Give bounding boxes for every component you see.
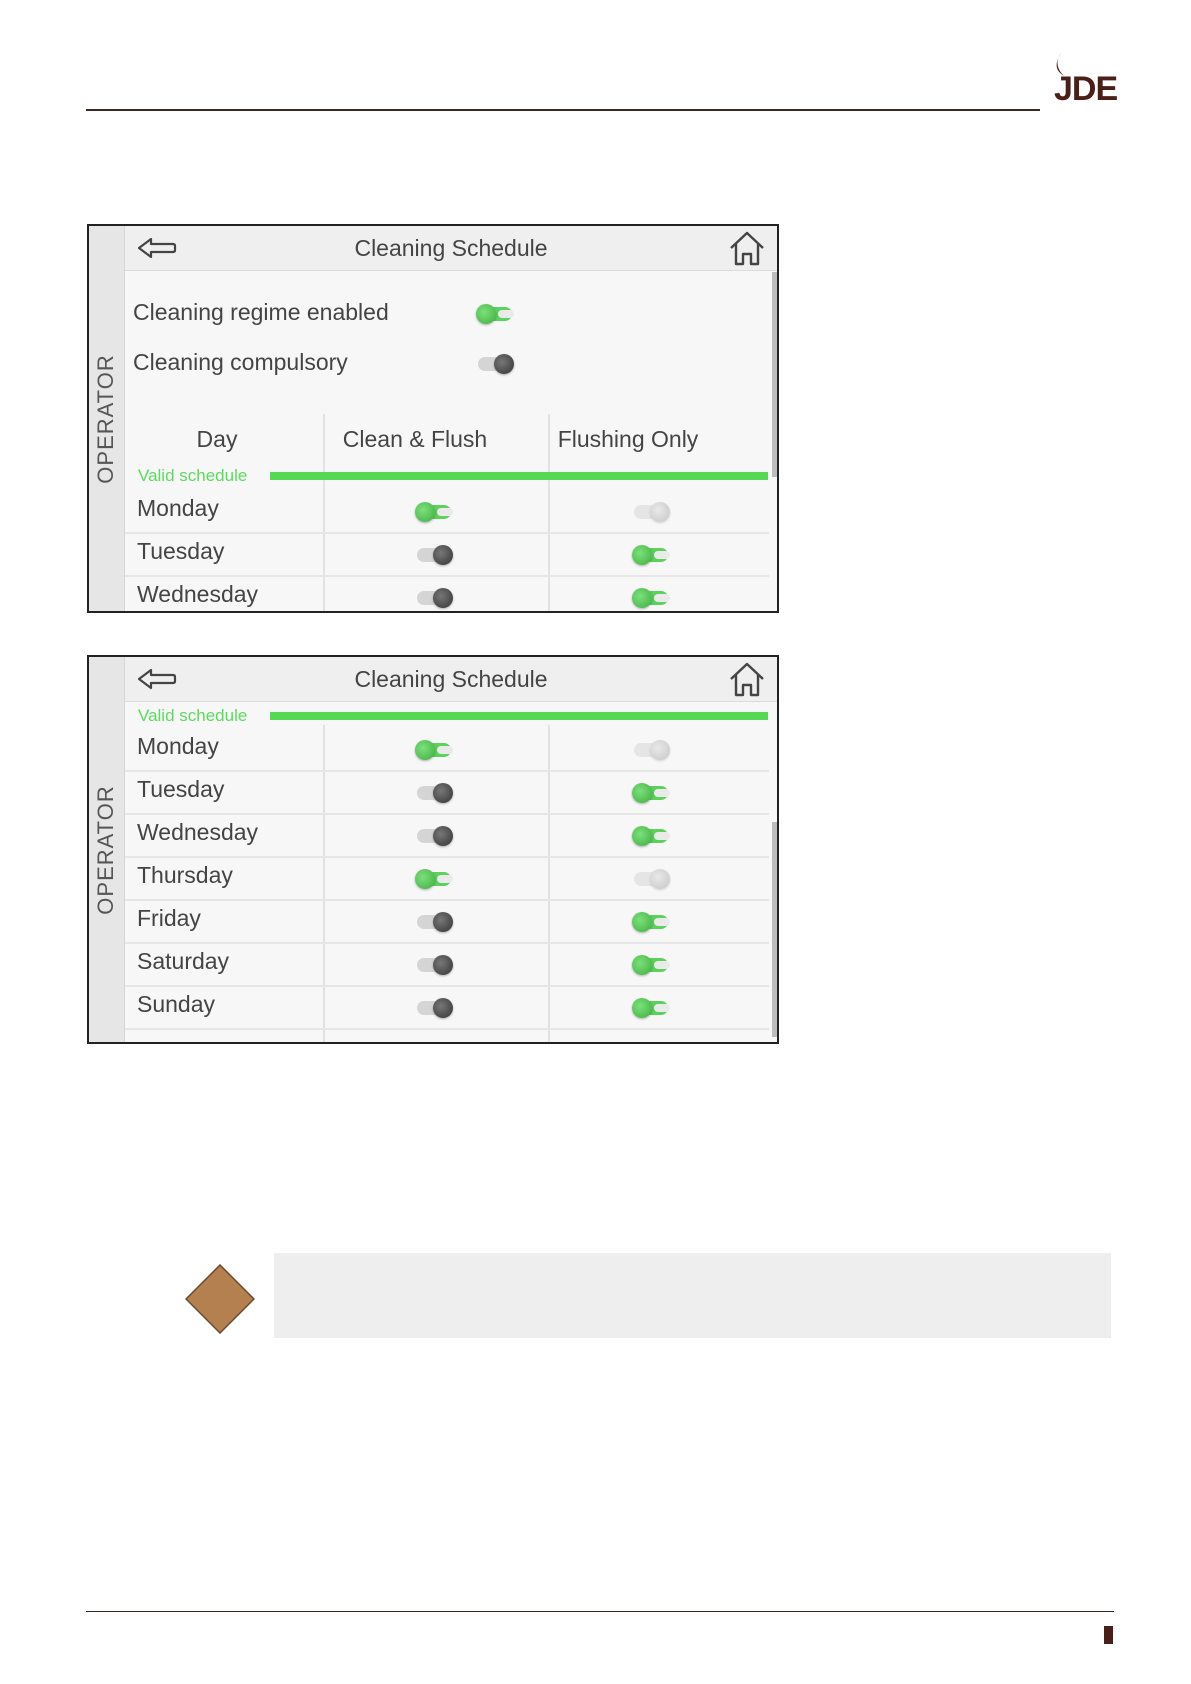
operator-sidebar bbox=[89, 226, 125, 611]
monday-flushing-only-toggle[interactable] bbox=[632, 740, 670, 760]
col-clean-flush: Clean & Flush bbox=[342, 426, 488, 452]
day-label: Wednesday bbox=[137, 581, 259, 607]
cleaning-regime-label: Cleaning regime enabled bbox=[133, 299, 389, 325]
day-label: Friday bbox=[137, 905, 201, 931]
screen-topbar bbox=[125, 226, 777, 271]
cleaning-schedule-screen-bottom bbox=[87, 655, 779, 1044]
cleaning-schedule-screen-top bbox=[87, 224, 779, 613]
sunday-clean-flush-toggle[interactable] bbox=[415, 998, 453, 1018]
screen-topbar bbox=[125, 657, 777, 702]
valid-schedule-label: Valid schedule bbox=[138, 706, 248, 725]
home-icon[interactable] bbox=[727, 661, 767, 699]
saturday-clean-flush-toggle[interactable] bbox=[415, 955, 453, 975]
day-label: Wednesday bbox=[137, 819, 259, 845]
screen-title: Cleaning Schedule bbox=[354, 235, 548, 261]
wednesday-clean-flush-toggle[interactable] bbox=[415, 588, 453, 608]
day-label: Saturday bbox=[137, 948, 230, 974]
footer-rule bbox=[86, 1611, 1114, 1612]
tuesday-clean-flush-toggle[interactable] bbox=[415, 783, 453, 803]
valid-schedule-label: Valid schedule bbox=[138, 466, 248, 485]
day-label: Tuesday bbox=[137, 776, 225, 802]
screen-title: Cleaning Schedule bbox=[354, 666, 548, 692]
cleaning-compulsory-toggle[interactable] bbox=[476, 354, 514, 374]
cleaning-compulsory-label: Cleaning compulsory bbox=[133, 349, 348, 375]
friday-clean-flush-toggle[interactable] bbox=[415, 912, 453, 932]
thursday-clean-flush-toggle[interactable] bbox=[415, 869, 453, 889]
friday-flushing-only-toggle[interactable] bbox=[632, 912, 670, 932]
header-rule bbox=[86, 109, 1040, 111]
day-label: Monday bbox=[137, 495, 219, 521]
saturday-flushing-only-toggle[interactable] bbox=[632, 955, 670, 975]
monday-clean-flush-toggle[interactable] bbox=[415, 502, 453, 522]
tuesday-flushing-only-toggle[interactable] bbox=[632, 545, 670, 565]
wednesday-flushing-only-toggle[interactable] bbox=[632, 826, 670, 846]
wednesday-flushing-only-toggle[interactable] bbox=[632, 588, 670, 608]
monday-flushing-only-toggle[interactable] bbox=[632, 502, 670, 522]
schedule-header bbox=[125, 416, 769, 466]
valid-schedule-bar bbox=[270, 472, 768, 480]
scrollbar[interactable] bbox=[772, 822, 777, 1037]
sunday-flushing-only-toggle[interactable] bbox=[632, 998, 670, 1018]
tuesday-flushing-only-toggle[interactable] bbox=[632, 783, 670, 803]
footer-page-mark bbox=[1104, 1626, 1113, 1644]
col-day: Day bbox=[196, 426, 238, 452]
operator-label: OPERATOR bbox=[93, 784, 118, 915]
operator-sidebar bbox=[89, 657, 125, 1042]
home-icon[interactable] bbox=[727, 230, 767, 268]
wednesday-clean-flush-toggle[interactable] bbox=[415, 826, 453, 846]
note-box bbox=[274, 1253, 1111, 1338]
day-label: Tuesday bbox=[137, 538, 225, 564]
note-diamond-icon bbox=[185, 1264, 255, 1334]
monday-clean-flush-toggle[interactable] bbox=[415, 740, 453, 760]
col-flushing-only: Flushing Only bbox=[557, 426, 699, 452]
scrollbar[interactable] bbox=[772, 272, 777, 477]
jde-logo: JDE bbox=[1054, 70, 1118, 108]
day-label: Sunday bbox=[137, 991, 216, 1017]
thursday-flushing-only-toggle[interactable] bbox=[632, 869, 670, 889]
tuesday-clean-flush-toggle[interactable] bbox=[415, 545, 453, 565]
cleaning-regime-toggle[interactable] bbox=[476, 304, 514, 324]
day-label: Thursday bbox=[137, 862, 233, 888]
valid-schedule-bar bbox=[270, 712, 768, 720]
day-label: Monday bbox=[137, 733, 219, 759]
operator-label: OPERATOR bbox=[93, 353, 118, 484]
